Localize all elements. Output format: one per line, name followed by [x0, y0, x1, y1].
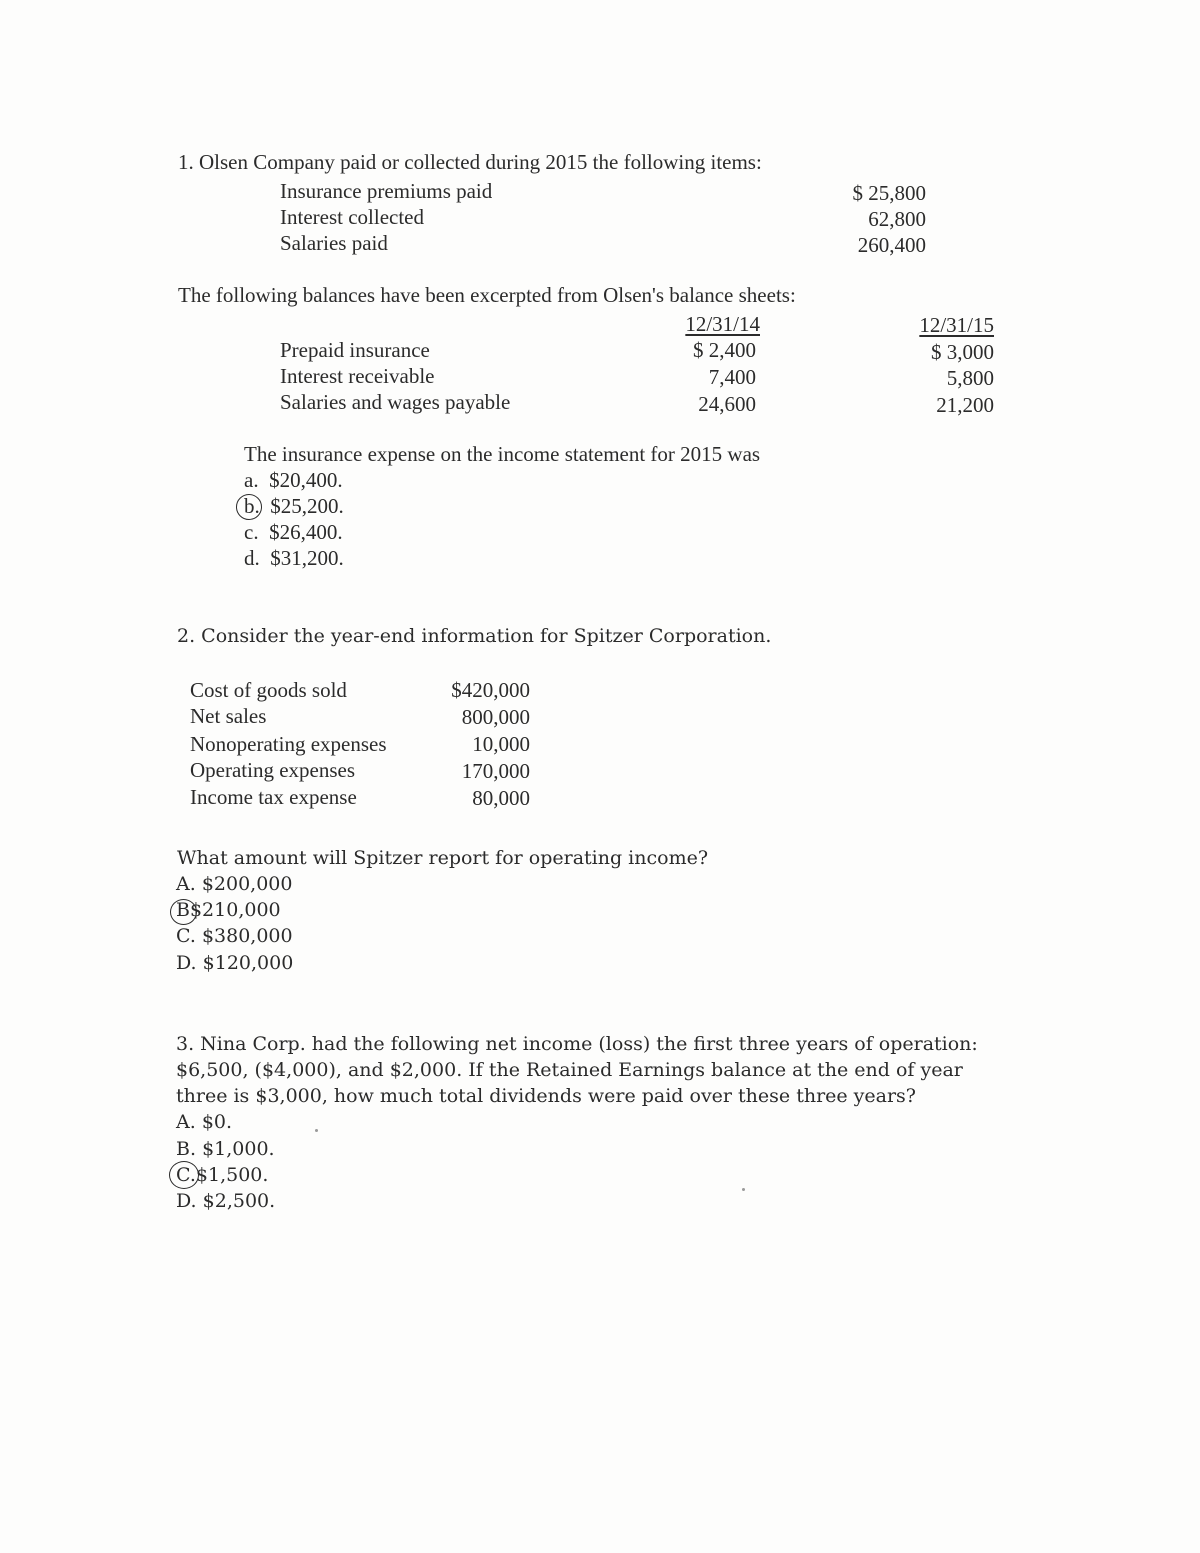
q1-item-label: Insurance premiums paid — [280, 179, 493, 203]
q2-item-label: Operating expenses — [190, 758, 356, 782]
option-letter: B — [176, 899, 190, 921]
q2-item-label: Net sales — [190, 704, 267, 728]
option-letter: C. — [176, 1164, 196, 1186]
q2-item-label: Income tax expense — [190, 785, 357, 809]
option-text: $1,000. — [202, 1138, 275, 1160]
option-letter: C. — [176, 925, 196, 947]
q1-item-value: $ 25,800 — [852, 181, 926, 205]
option-text: $380,000 — [201, 925, 293, 947]
q2-item-value: 10,000 — [472, 732, 530, 756]
balance-2014: 24,600 — [698, 392, 756, 416]
q3-option-a — [176, 1111, 232, 1133]
q3-line-1: 3. Nina Corp. had the following net income (loss) the first three years of operation: — [176, 1033, 978, 1055]
option-letter: D. — [176, 952, 197, 974]
q2-item-value: 80,000 — [472, 786, 530, 810]
balance-2014: $ 2,400 — [693, 338, 756, 362]
option-letter: D. — [176, 1190, 197, 1212]
option-letter: A. — [176, 873, 196, 895]
q1-question: The insurance expense on the income statement for 2015 was — [244, 442, 761, 466]
q2-option-a — [176, 873, 292, 895]
balance-2015: 21,200 — [936, 393, 994, 417]
q3-option-d — [176, 1190, 275, 1212]
option-text: $20,400. — [269, 468, 343, 492]
column-header-2014: 12/31/14 — [685, 312, 760, 336]
q2-item-value: 800,000 — [461, 705, 530, 729]
option-letter: c. — [244, 520, 259, 544]
q1-option-c — [244, 520, 343, 545]
q1-item-label: Salaries paid — [280, 231, 388, 255]
option-letter: A. — [176, 1111, 196, 1133]
q1-option-d — [244, 546, 344, 571]
q2-item-value: $420,000 — [451, 678, 530, 702]
balance-label: Prepaid insurance — [280, 338, 430, 362]
q2-option-d — [176, 952, 293, 974]
q2-item-label: Nonoperating expenses — [190, 732, 387, 756]
balance-2014: 7,400 — [708, 365, 756, 389]
stray-mark — [315, 1129, 318, 1132]
selected-answer-circle — [169, 1161, 199, 1189]
option-text: $26,400. — [269, 520, 343, 544]
option-text: $25,200. — [270, 494, 344, 518]
q3-line-2: $6,500, ($4,000), and $2,000. If the Retained Earnings balance at the end of year — [176, 1059, 963, 1081]
option-text: $31,200. — [270, 546, 344, 570]
stray-mark — [742, 1188, 745, 1191]
q1-item-label: Interest collected — [280, 205, 425, 229]
q2-item-label: Cost of goods sold — [190, 678, 347, 702]
option-letter: B. — [176, 1138, 197, 1160]
selected-answer-circle — [170, 899, 197, 925]
option-letter: d. — [244, 546, 260, 570]
q2-question: What amount will Spitzer report for operating income? — [177, 847, 709, 869]
option-text: $120,000 — [202, 952, 294, 974]
q2-item-value: 170,000 — [461, 759, 530, 783]
option-text: $1,500. — [195, 1164, 269, 1186]
balance-2015: 5,800 — [946, 366, 994, 390]
option-text: $0. — [201, 1111, 233, 1133]
q2-intro: 2. Consider the year-end information for Spitzer Corporation. — [177, 625, 772, 647]
q1-balances-intro: The following balances have been excerpted from Olsen's balance sheets: — [178, 283, 796, 307]
option-letter: a. — [244, 468, 259, 492]
q3-option-b — [176, 1138, 275, 1160]
balance-label: Interest receivable — [280, 364, 435, 388]
selected-answer-circle — [236, 494, 262, 520]
balance-label: Salaries and wages payable — [280, 390, 511, 414]
option-text: $200,000 — [201, 873, 293, 895]
q1-intro: 1. Olsen Company paid or collected during 2015 the following items: — [178, 150, 762, 174]
balance-2015: $ 3,000 — [931, 340, 994, 364]
q1-item-value: 260,400 — [857, 233, 926, 257]
q3-line-3: three is $3,000, how much total dividends were paid over these three years? — [176, 1085, 916, 1107]
column-header-2015: 12/31/15 — [919, 313, 994, 337]
q1-item-value: 62,800 — [868, 207, 926, 231]
option-letter: b. — [244, 494, 260, 518]
q2-option-c — [176, 925, 293, 947]
option-text: $2,500. — [202, 1190, 276, 1212]
option-text: $210,000 — [189, 899, 281, 921]
q1-option-a — [244, 468, 343, 493]
